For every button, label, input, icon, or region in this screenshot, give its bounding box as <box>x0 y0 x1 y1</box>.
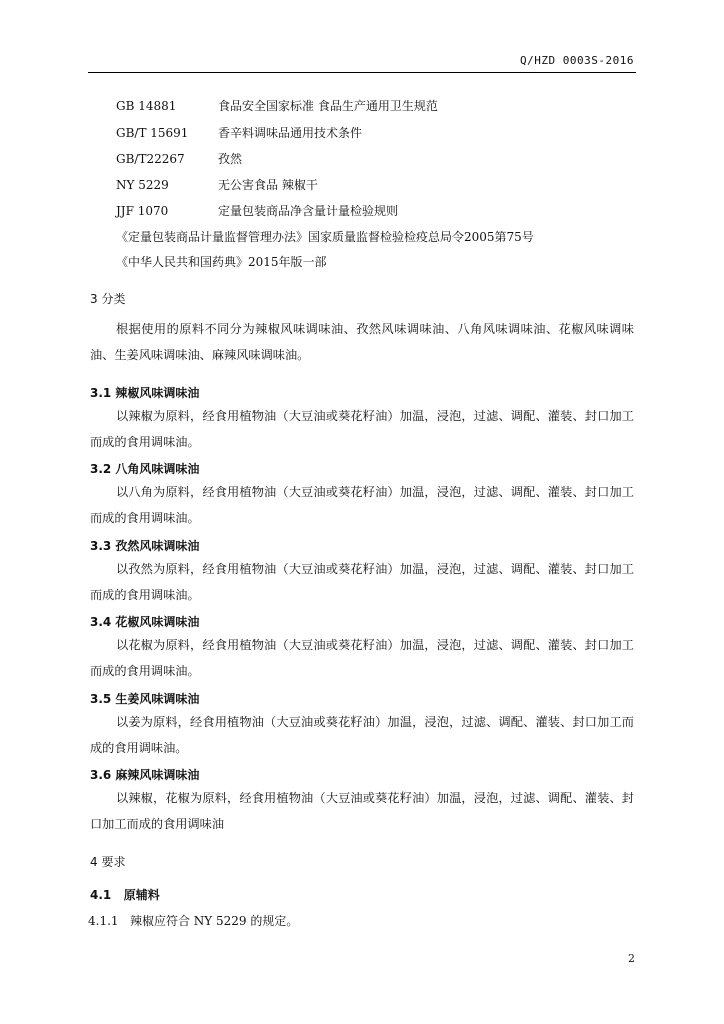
section-heading: 3 分类 <box>90 292 126 306</box>
header-rule <box>88 72 636 73</box>
section-heading: 4 要求 <box>90 855 126 869</box>
reference-code: GB 14881 <box>116 99 177 113</box>
reference-line: 《中华人民共和国药典》2015年版一部 <box>116 255 327 269</box>
reference-code: GB/T 15691 <box>116 126 189 140</box>
reference-title: 无公害食品 辣椒干 <box>218 178 318 192</box>
reference-code: JJF 1070 <box>116 204 169 218</box>
section-intro: 根据使用的原料不同分为辣椒风味调味油、孜然风味调味油、八角风味调味油、花椒风味调味油、生姜风味调味油、麻辣风味调味油。 <box>90 322 634 362</box>
subsection-heading: 3.1 辣椒风味调味油 <box>90 386 200 400</box>
subsection-text: 以姜为原料，经食用植物油（大豆油或葵花籽油）加温，浸泡，过滤、调配、灌装、封口加工而成的食用调味油。 <box>90 715 634 755</box>
subsection-heading: 3.4 花椒风味调味油 <box>90 615 200 629</box>
reference-row <box>116 202 398 219</box>
subsection-heading: 3.2 八角风味调味油 <box>90 462 200 476</box>
reference-code: NY 5229 <box>116 178 169 192</box>
subsection-heading: 4.1 原辅料 <box>90 888 160 902</box>
subsection-text: 以辣椒，花椒为原料，经食用植物油（大豆油或葵花籽油）加温，浸泡，过滤、调配、灌装、封口加工而成的食用调味油 <box>90 791 634 831</box>
reference-code: GB/T22267 <box>116 152 185 166</box>
page-number: 2 <box>628 952 635 965</box>
reference-title: 孜然 <box>218 152 243 166</box>
subsection-text: 以孜然为原料，经食用植物油（大豆油或葵花籽油）加温，浸泡，过滤、调配、灌装、封口加工而成的食用调味油。 <box>90 562 634 602</box>
subsection-text: 以辣椒为原料，经食用植物油（大豆油或葵花籽油）加温，浸泡，过滤、调配、灌装、封口加工而成的食用调味油。 <box>90 409 634 449</box>
reference-row <box>116 176 318 193</box>
clause-text: 4.1.1 辣椒应符合 NY 5229 的规定。 <box>88 914 299 928</box>
subsection-heading: 3.3 孜然风味调味油 <box>90 539 200 553</box>
reference-row <box>116 97 438 114</box>
subsection-text: 以八角为原料，经食用植物油（大豆油或葵花籽油）加温，浸泡，过滤、调配、灌装、封口加工而成的食用调味油。 <box>90 485 634 525</box>
document-code: Q/HZD 0003S-2016 <box>520 54 634 67</box>
reference-row <box>116 150 242 167</box>
reference-title: 定量包装商品净含量计量检验规则 <box>218 204 399 218</box>
subsection-heading: 3.5 生姜风味调味油 <box>90 692 200 706</box>
subsection-text: 以花椒为原料，经食用植物油（大豆油或葵花籽油）加温，浸泡，过滤、调配、灌装、封口加工而成的食用调味油。 <box>90 638 634 678</box>
reference-row <box>116 124 362 141</box>
subsection-heading: 3.6 麻辣风味调味油 <box>90 768 200 782</box>
reference-title: 香辛料调味品通用技术条件 <box>218 126 363 140</box>
reference-title: 食品安全国家标准 食品生产通用卫生规范 <box>218 99 438 113</box>
reference-line: 《定量包装商品计量监督管理办法》国家质量监督检验检疫总局令2005第75号 <box>116 230 534 244</box>
